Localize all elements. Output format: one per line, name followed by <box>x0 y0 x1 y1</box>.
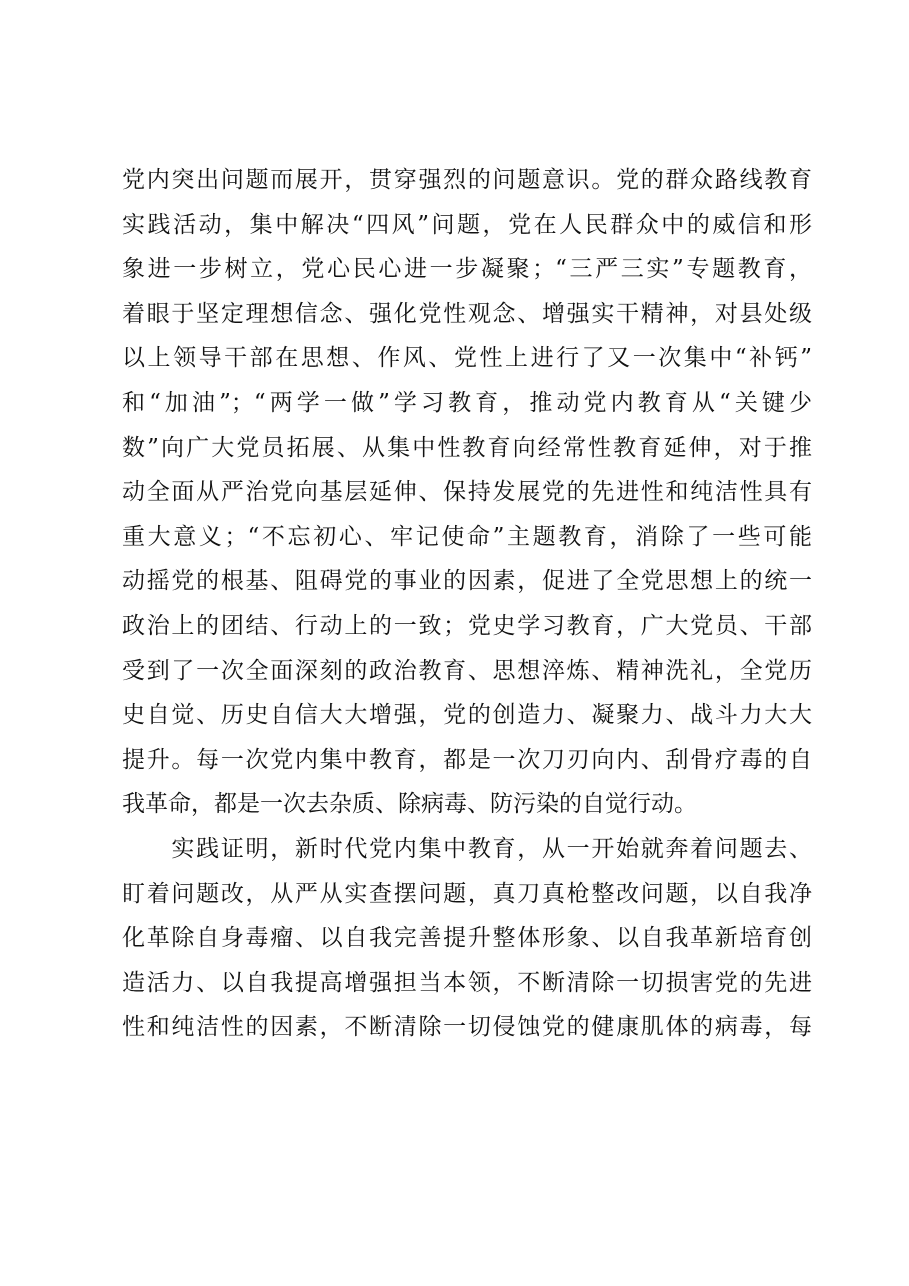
text-line: 造活力、以自我提高增强担当本领，不断清除一切损害党的先进 <box>122 969 812 996</box>
text-line: 动摇党的根基、阻碍党的事业的因素，促进了全党思想上的统一 <box>122 568 812 595</box>
paragraph-1 <box>122 158 812 827</box>
body-text <box>122 158 812 1050</box>
text-line: 盯着问题改，从严从实查摆问题，真刀真枪整改问题，以自我净 <box>122 880 812 907</box>
text-line: 受到了一次全面深刻的政治教育、思想淬炼、精神洗礼，全党历 <box>122 657 812 684</box>
text-line: 着眼于坚定理想信念、强化党性观念、增强实干精神，对县处级 <box>122 300 812 327</box>
text-line: 提升。每一次党内集中教育，都是一次刀刃向内、刮骨疗毒的自 <box>122 746 812 773</box>
text-line: 实践活动，集中解决“四风”问题，党在人民群众中的威信和形 <box>122 211 812 238</box>
text-line: 以上领导干部在思想、作风、党性上进行了又一次集中“补钙” <box>122 345 812 372</box>
text-line: 动全面从严治党向基层延伸、保持发展党的先进性和纯洁性具有 <box>122 479 812 506</box>
text-line: 实践证明，新时代党内集中教育，从一开始就奔着问题去、 <box>122 835 812 862</box>
text-line: 我革命，都是一次去杂质、除病毒、防污染的自觉行动。 <box>122 791 697 818</box>
text-line: 象进一步树立，党心民心进一步凝聚；“三严三实”专题教育， <box>122 256 812 283</box>
text-line: 党内突出问题而展开，贯穿强烈的问题意识。党的群众路线教育 <box>122 167 812 193</box>
text-line: 性和纯洁性的因素，不断清除一切侵蚀党的健康肌体的病毒，每 <box>122 1014 812 1041</box>
text-line: 和“加油”；“两学一做”学习教育，推动党内教育从“关键少 <box>122 389 812 416</box>
text-line: 重大意义；“不忘初心、牢记使命”主题教育，消除了一些可能 <box>122 523 812 550</box>
paragraph-2 <box>122 827 812 1050</box>
text-line: 数”向广大党员拓展、从集中性教育向经常性教育延伸，对于推 <box>122 434 812 461</box>
text-line: 政治上的团结、行动上的一致；党史学习教育，广大党员、干部 <box>122 612 812 639</box>
text-line: 史自觉、历史自信大大增强，党的创造力、凝聚力、战斗力大大 <box>122 702 812 729</box>
text-line: 化革除自身毒瘤、以自我完善提升整体形象、以自我革新培育创 <box>122 925 812 952</box>
